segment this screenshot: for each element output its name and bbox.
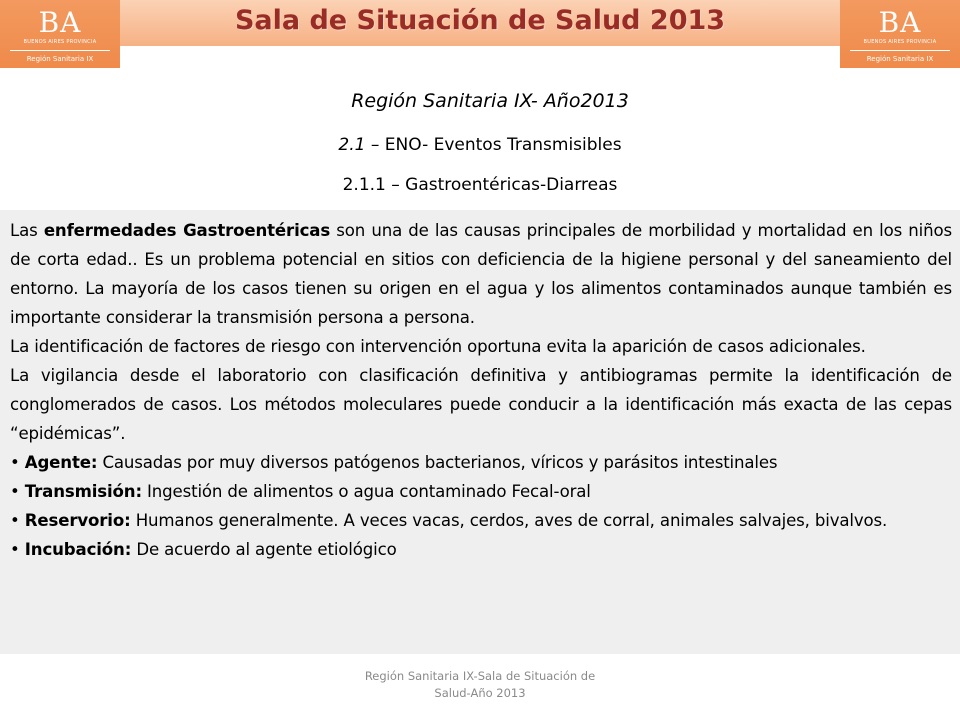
section-title: – ENO- Eventos Transmisibles: [365, 135, 622, 155]
paragraph-risk: La identificación de factores de riesgo con intervención oportuna evita la aparición de casos adicionales.: [10, 337, 866, 356]
title-banner: [120, 0, 840, 46]
logo-left: [0, 0, 120, 68]
subsection-heading: 2.1.1 – Gastroentéricas-Diarreas: [342, 175, 618, 195]
logo-province: BUENOS AIRES PROVINCIA: [23, 39, 97, 45]
bullet-label: Incubación:: [24, 540, 132, 559]
bullet-mark: •: [10, 482, 25, 501]
logo-divider: [850, 50, 950, 51]
intro-text-start: Las: [10, 221, 44, 240]
section-heading: [0, 135, 960, 155]
footer-line-2: Salud-Año 2013: [434, 686, 526, 700]
bullet-text: Humanos generalmente. A veces vacas, cerdos, aves de corral, animales salvajes, bivalvos.: [130, 511, 888, 530]
bullet-mark: •: [10, 511, 25, 530]
bullet-transmision: [10, 477, 952, 506]
bullet-agente: [10, 448, 952, 477]
bullet-incubacion: [10, 535, 952, 564]
logo-region: Región Sanitaria IX: [26, 55, 94, 63]
logo-mark: BA: [878, 6, 922, 39]
section-number: 2.1: [338, 135, 366, 155]
paragraph-intro: [10, 216, 952, 332]
logo-mark: BA: [38, 6, 82, 39]
bullet-text: Ingestión de alimentos o agua contaminado Fecal-oral: [141, 482, 591, 501]
bullet-text: Causadas por muy diversos patógenos bacterianos, víricos y parásitos intestinales: [97, 453, 778, 472]
content-panel: [0, 210, 960, 654]
intro-bold-term: enfermedades Gastroentéricas: [43, 221, 331, 240]
footer: [300, 668, 660, 702]
logo-region: Región Sanitaria IX: [866, 55, 934, 63]
footer-line-1: Región Sanitaria IX-Sala de Situación de: [364, 669, 596, 683]
bullet-reservorio: [10, 506, 952, 535]
logo-right: [840, 0, 960, 68]
bullet-label: Transmisión:: [24, 482, 142, 501]
paragraph-surveillance: La vigilancia desde el laboratorio con clasificación definitiva y antibiogramas permite la identificación de conglomerados de casos. Los métodos moleculares puede conducir a la identificación más exacta de las cepas “epidémicas”.: [10, 366, 952, 443]
logo-province: BUENOS AIRES PROVINCIA: [863, 39, 937, 45]
logo-divider: [10, 50, 110, 51]
bullet-label: Agente:: [24, 453, 98, 472]
banner-title: Sala de Situación de Salud 2013: [234, 5, 726, 36]
bullet-label: Reservorio:: [24, 511, 131, 530]
bullet-text: De acuerdo al agente etiológico: [131, 540, 397, 559]
region-year-heading: Región Sanitaria IX- Año2013: [351, 90, 629, 112]
intro-text-rest: son una de las causas principales de morbilidad y mortalidad en los niños de corta edad.. Es un problema potencial en sitios con deficiencia de la higiene personal y del saneamiento del entorno. La mayoría de los casos tienen su origen en el agua y los alimentos contaminados aunque también es importante considerar la transmisión persona a persona.: [10, 221, 953, 327]
bullet-mark: •: [10, 540, 25, 559]
bullet-mark: •: [10, 453, 25, 472]
